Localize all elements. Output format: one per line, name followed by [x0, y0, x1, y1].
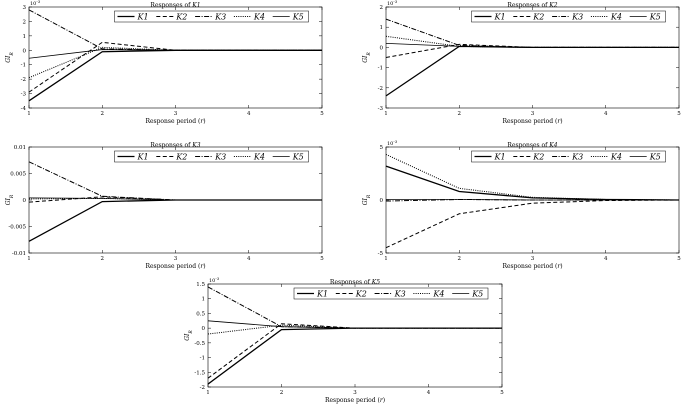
legend — [294, 288, 488, 299]
legend — [115, 11, 309, 22]
x-tick-label: 3 — [353, 390, 357, 396]
chart-panel-3 — [5, 142, 324, 270]
x-axis-label: Response period (r) — [145, 118, 206, 125]
y-axis-label: $GI_R$ — [362, 52, 372, 63]
y-tick-label: -2 — [199, 385, 205, 391]
y-tick-label: 1 — [22, 33, 26, 40]
legend-label-k5: K5 — [649, 152, 661, 162]
legend-label-k4: K4 — [610, 152, 622, 162]
x-tick-label: 3 — [173, 111, 178, 117]
x-tick-label: 5 — [677, 256, 681, 262]
chart-panel-5 — [184, 276, 504, 405]
y-tick-label: -0.01 — [11, 251, 26, 257]
y-tick-label: 0 — [22, 198, 26, 204]
series-line-k1 — [208, 328, 502, 384]
legend-label-k1: K1 — [494, 12, 506, 22]
legend-label-k1: K1 — [137, 152, 149, 162]
chart-panel-4 — [362, 139, 681, 271]
x-tick-label: 2 — [457, 256, 461, 262]
y-axis-label: $GI_R$ — [5, 194, 15, 206]
series-line-k1 — [29, 200, 322, 241]
legend-label-k1: K1 — [494, 152, 506, 162]
y-tick-label: -1 — [20, 62, 26, 69]
y-tick-label: 3 — [22, 5, 26, 11]
series-line-k1 — [386, 46, 679, 95]
x-tick-label: 1 — [27, 111, 31, 117]
x-tick-label: 5 — [677, 111, 681, 117]
x-tick-label: 2 — [100, 256, 104, 262]
y-tick-label: 0.5 — [196, 311, 205, 318]
x-tick-label: 1 — [206, 390, 210, 396]
x-tick-label: 4 — [426, 390, 431, 396]
series-line-k2 — [386, 200, 679, 248]
y-tick-label: -1.5 — [194, 370, 205, 377]
y-tick-label: 1 — [379, 25, 383, 32]
y-tick-label: 0 — [379, 45, 383, 52]
legend — [472, 151, 666, 162]
y-tick-label: -3 — [377, 106, 383, 112]
series-line-k4 — [386, 36, 679, 47]
x-tick-label: 5 — [500, 390, 504, 396]
x-tick-label: 5 — [320, 111, 324, 117]
legend-label-k5: K5 — [472, 289, 484, 299]
series-line-k5 — [29, 198, 322, 200]
legend-label-k3: K3 — [394, 289, 406, 299]
chart-title: Responses of K4 — [507, 142, 558, 149]
x-tick-label: 1 — [384, 111, 388, 117]
legend — [115, 151, 309, 162]
x-axis-label: Response period (r) — [324, 397, 386, 404]
y-tick-label: -0.5 — [194, 340, 205, 347]
y-tick-label: -2 — [20, 77, 26, 84]
series-line-k4 — [208, 325, 502, 334]
legend — [472, 11, 666, 22]
legend-label-k3: K3 — [215, 152, 227, 162]
y-axis-label: $GI_R$ — [184, 330, 194, 341]
chart-title: Responses of K2 — [507, 2, 558, 9]
x-tick-label: 4 — [604, 256, 608, 262]
x-tick-label: 4 — [604, 111, 608, 117]
axis-multiplier: $10^{-3}$ — [387, 138, 398, 147]
legend-label-k5: K5 — [292, 12, 304, 22]
y-tick-label: 0 — [379, 198, 383, 204]
axis-multiplier: $10^{-3}$ — [30, 0, 41, 7]
y-tick-label: 0.005 — [10, 171, 26, 178]
chart-title: Responses of K5 — [329, 279, 381, 286]
series-line-k3 — [29, 162, 322, 200]
x-tick-label: 3 — [530, 111, 535, 117]
y-tick-label: 1 — [201, 296, 205, 303]
legend-label-k2: K2 — [355, 289, 367, 299]
x-tick-label: 3 — [530, 256, 535, 262]
series-line-k1 — [386, 166, 679, 200]
chart-title: Responses of K3 — [150, 142, 201, 149]
legend-label-k4: K4 — [253, 12, 265, 22]
y-tick-label: -5 — [377, 251, 383, 257]
x-axis-label: Response period (r) — [502, 263, 563, 270]
axis-multiplier: $10^{-3}$ — [387, 0, 398, 7]
y-tick-label: 1.5 — [196, 282, 205, 288]
x-tick-label: 2 — [279, 390, 284, 396]
legend-label-k2: K2 — [176, 152, 188, 162]
legend-label-k5: K5 — [292, 152, 304, 162]
legend-label-k4: K4 — [253, 152, 265, 162]
series-line-k2 — [386, 44, 679, 57]
x-tick-label: 3 — [173, 256, 178, 262]
plot-frame — [208, 284, 502, 387]
chart-title: Responses of K1 — [150, 2, 201, 9]
x-axis-label: Response period (r) — [502, 118, 563, 125]
y-axis-label: $GI_R$ — [5, 52, 15, 63]
x-axis-label: Response period (r) — [145, 263, 206, 270]
legend-label-k4: K4 — [433, 289, 445, 299]
legend-label-k1: K1 — [137, 12, 149, 22]
x-tick-label: 2 — [100, 111, 104, 117]
series-line-k5 — [208, 321, 502, 328]
series-line-k3 — [386, 19, 679, 47]
y-tick-label: -0.005 — [8, 224, 26, 231]
x-tick-label: 2 — [457, 111, 461, 117]
y-tick-label: 5 — [379, 145, 383, 151]
y-tick-label: -4 — [20, 106, 26, 112]
series-line-k1 — [29, 50, 322, 101]
legend-label-k2: K2 — [176, 12, 188, 22]
y-tick-label: 0 — [201, 326, 205, 333]
legend-label-k5: K5 — [649, 12, 661, 22]
x-tick-label: 4 — [247, 256, 251, 262]
legend-label-k1: K1 — [317, 289, 329, 299]
legend-label-k2: K2 — [533, 152, 545, 162]
y-tick-label: 2 — [379, 5, 383, 11]
x-tick-label: 4 — [247, 111, 251, 117]
y-tick-label: 0 — [22, 48, 26, 55]
y-axis-label: $GI_R$ — [362, 194, 372, 206]
legend-label-k3: K3 — [572, 12, 584, 22]
y-tick-label: -2 — [377, 85, 383, 92]
legend-label-k4: K4 — [610, 12, 622, 22]
axis-multiplier: $10^{-3}$ — [209, 275, 220, 284]
legend-label-k3: K3 — [215, 12, 227, 22]
legend-label-k3: K3 — [572, 152, 584, 162]
y-tick-label: 2 — [22, 19, 26, 26]
x-tick-label: 1 — [384, 256, 388, 262]
y-tick-label: -3 — [20, 91, 26, 98]
legend-label-k2: K2 — [533, 12, 545, 22]
x-tick-label: 1 — [27, 256, 31, 262]
y-tick-label: -1 — [199, 355, 205, 362]
chart-panel-1 — [5, 0, 324, 125]
y-tick-label: 0.01 — [13, 145, 26, 151]
x-tick-label: 5 — [320, 256, 324, 262]
chart-panel-2 — [362, 0, 681, 125]
y-tick-label: -1 — [377, 65, 383, 72]
